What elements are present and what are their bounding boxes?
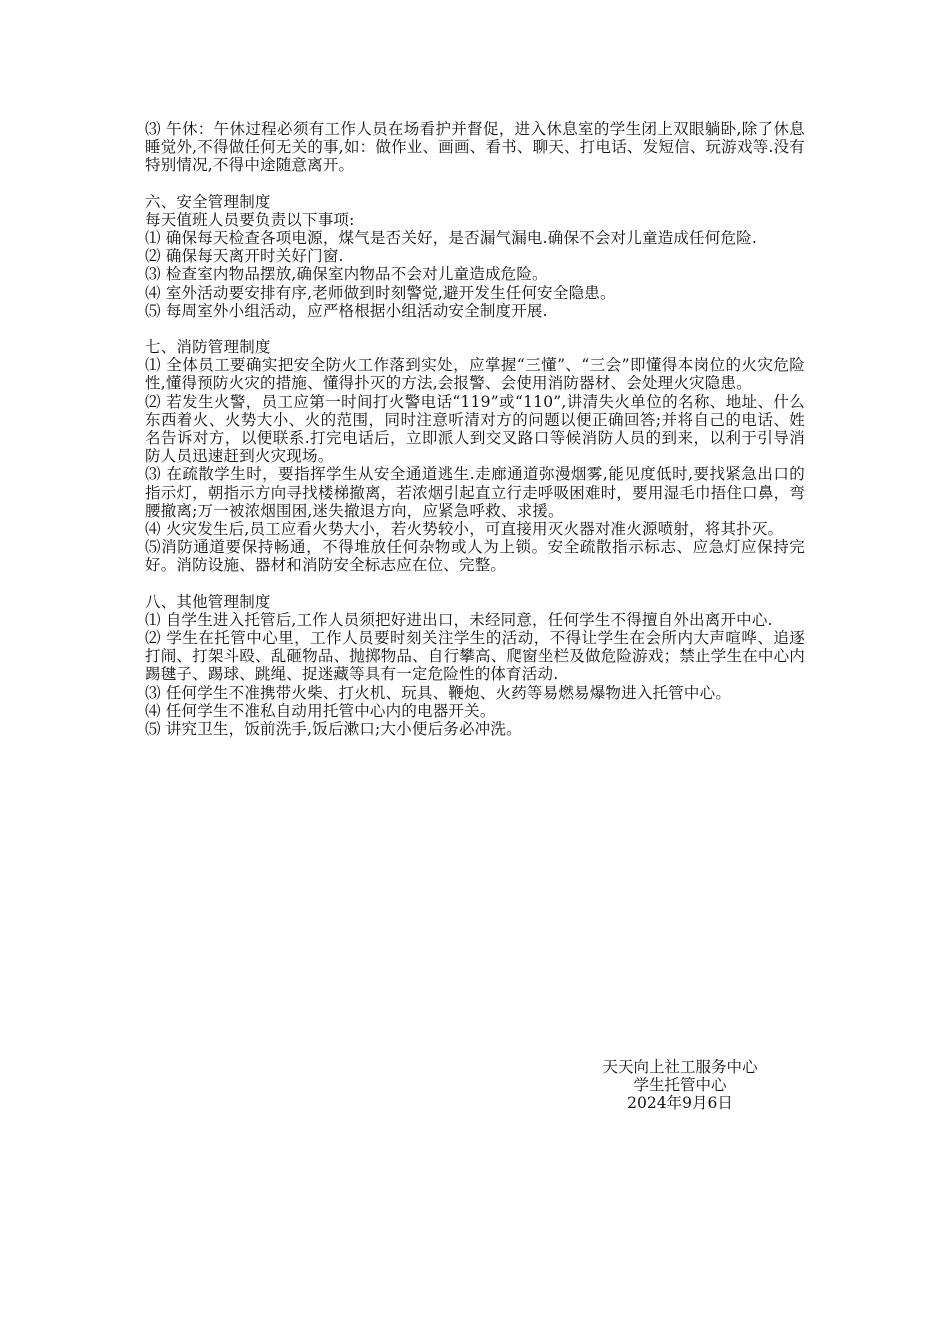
list-item: ⑸消防通道要保持畅通，不得堆放任何杂物或人为上锁。安全疏散指示标志、应急灯应保持完好。消防设施、器材和消防安全标志应在位、完整。 [145, 538, 805, 575]
list-item: ⑶ 在疏散学生时，要指挥学生从安全通道逃生.走廊通道弥漫烟雾,能见度低时,要找紧急出口的指示灯，朝指示方向寻找楼梯撤离，若浓烟引起直立行走呼吸困难时，要用湿毛巾捂住口鼻，弯腰撤离;万一被浓烟围困,迷失撤退方向，应紧急呼救、求援。 [145, 465, 805, 520]
section-other [145, 593, 805, 739]
signature-date: 2024年9月6日 [627, 1094, 733, 1113]
section-heading: 八、其他管理制度 [145, 592, 271, 611]
section-fire [145, 338, 805, 575]
list-item: ⑷ 任何学生不准私自动用托管中心内的电器开关。 [145, 701, 496, 720]
list-item: ⑷ 室外活动要安排有序,老师做到时刻警觉,避开发生任何安全隐患。 [145, 283, 616, 302]
list-item: ⑴ 确保每天检查各项电源，煤气是否关好，是否漏气漏电.确保不会对儿童造成任何危险. [145, 229, 757, 248]
section-heading: 六、安全管理制度 [145, 192, 271, 211]
section-lunch-break [145, 120, 805, 175]
section-heading: 七、消防管理制度 [145, 338, 271, 357]
signature-block [560, 1058, 800, 1113]
document-body [145, 120, 805, 738]
list-item: ⑵ 学生在托管中心里，工作人员要时刻关注学生的活动，不得让学生在会所内大声喧哗、追逐打闹、打架斗殴、乱砸物品、抛掷物品、自行攀高、爬窗坐栏及做危险游戏；禁止学生在中心内踢毽子、踢球、跳绳、捉迷藏等具有一定危险性的体育活动. [145, 629, 805, 684]
list-item: ⑶ 任何学生不准携带火柴、打火机、玩具、鞭炮、火药等易燃易爆物进入托管中心。 [145, 683, 732, 702]
signature-dept: 学生托管中心 [633, 1076, 727, 1095]
list-item: ⑴ 全体员工要确实把安全防火工作落到实处，应掌握“三懂”、“三会”即懂得本岗位的火灾危险性,懂得预防火灾的措施、懂得扑灭的方法,会报警、会使用消防器材、会处理火灾隐患。 [145, 356, 805, 393]
section-intro: 每天值班人员要负责以下事项: [145, 210, 355, 229]
list-item: ⑸ 每周室外小组活动，应严格根据小组活动安全制度开展. [145, 301, 548, 320]
list-item: ⑶ 检查室内物品摆放,确保室内物品不会对儿童造成危险。 [145, 265, 548, 284]
list-item: ⑴ 自学生进入托管后,工作人员须把好进出口，未经同意，任何学生不得擅自外出离开中心. [145, 610, 773, 629]
list-item: ⑵ 若发生火警，员工应第一时间打火警电话“119”或“110”,讲清失火单位的名称、地址、什么东西着火、火势大小、火的范围，同时注意听清对方的问题以便正确回答;并将自己的电话、姓名告诉对方，以便联系.打完电话后，立即派人到交叉路口等候消防人员的到来，以利于引导消防人员迅速赶到火灾现场。 [145, 392, 805, 466]
list-item: ⑷ 火灾发生后,员工应看火势大小，若火势较小，可直接用灭火器对准火源喷射，将其扑灭。 [145, 520, 784, 539]
list-item: ⑸ 讲究卫生，饭前洗手,饭后漱口;大小便后务必冲洗。 [145, 720, 522, 739]
signature-org: 天天向上社工服务中心 [602, 1058, 758, 1076]
section-safety [145, 193, 805, 320]
list-item: ⑶ 午休：午休过程必须有工作人员在场看护并督促，进入休息室的学生闭上双眼躺卧,除了休息睡觉外,不得做任何无关的事,如：做作业、画画、看书、聊天、打电话、发短信、玩游戏等.没有特别情况,不得中途随意离开。 [145, 120, 805, 175]
list-item: ⑵ 确保每天离开时关好门窗. [145, 247, 344, 266]
